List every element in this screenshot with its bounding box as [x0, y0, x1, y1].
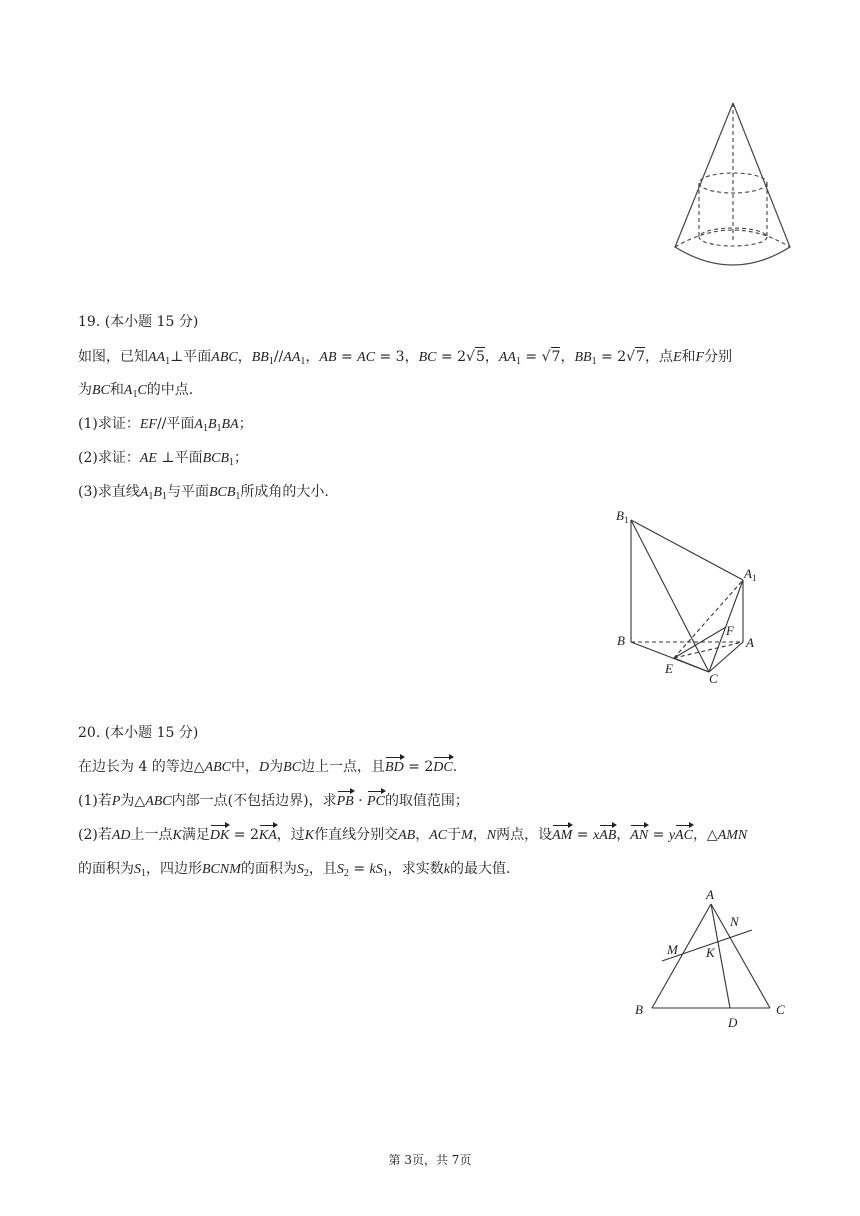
label-a: A	[706, 887, 714, 902]
triangle-figure	[625, 880, 795, 1030]
label-b: B	[635, 1002, 643, 1017]
label-f: F	[726, 623, 734, 638]
q19-intro-line2: 为BC和$A_1C$的中点.	[78, 382, 194, 400]
label-k: K	[706, 945, 715, 960]
cone-cylinder-figure	[660, 95, 800, 275]
q19-intro-line1: 如图，已知$AA_1\perp$平面ABC，$BB_1//AA_1$，AB = AC = 3，BC = 2√5，$AA_1 = √7$，$BB_1 = 2√7$，点E和F分别	[78, 349, 733, 367]
q19-part1: (1)求证：EF//平面$A_1B_1BA$；	[78, 416, 253, 434]
label-b1: $B_1$	[616, 508, 629, 525]
label-e: E	[665, 661, 673, 676]
q20-part2-line2: 的面积为$S_1$，四边形BCNM的面积为$S_2$，且$S_2 = kS_1$，求实数k的最大值.	[78, 861, 511, 879]
label-m: M	[667, 942, 678, 957]
prism-figure	[610, 500, 785, 690]
q20-header: 20. (本小题 15 分)	[78, 725, 199, 741]
label-a: A	[746, 635, 754, 650]
label-d: D	[728, 1015, 738, 1030]
label-c: C	[776, 1002, 785, 1017]
q19-header: 19. (本小题 15 分)	[78, 314, 199, 330]
label-a1: $A_1$	[744, 566, 757, 583]
q19-part3: (3)求直线$A_1B_1$与平面$BCB_1$所成角的大小.	[78, 484, 329, 502]
q20-part1: (1)若P为△ABC内部一点(不包括边界)，求PB · PC的取值范围；	[78, 793, 469, 809]
label-c: C	[709, 671, 718, 686]
label-n: N	[730, 914, 739, 929]
q20-intro: 在边长为 4 的等边△ABC中，D为BC边上一点，且BD = 2DC.	[78, 759, 458, 775]
q20-part2-line1: (2)若AD上一点K满足DK = 2KA，过K作直线分别交AB，AC于M，N两点，设AM = xAB，AN = yAC，△AMN	[78, 827, 748, 843]
label-b: B	[617, 633, 625, 648]
page-footer: 第 3页，共 7页	[388, 1153, 472, 1167]
q19-part2: (2)求证：AE ⊥平面$BCB_1$；	[78, 450, 249, 468]
